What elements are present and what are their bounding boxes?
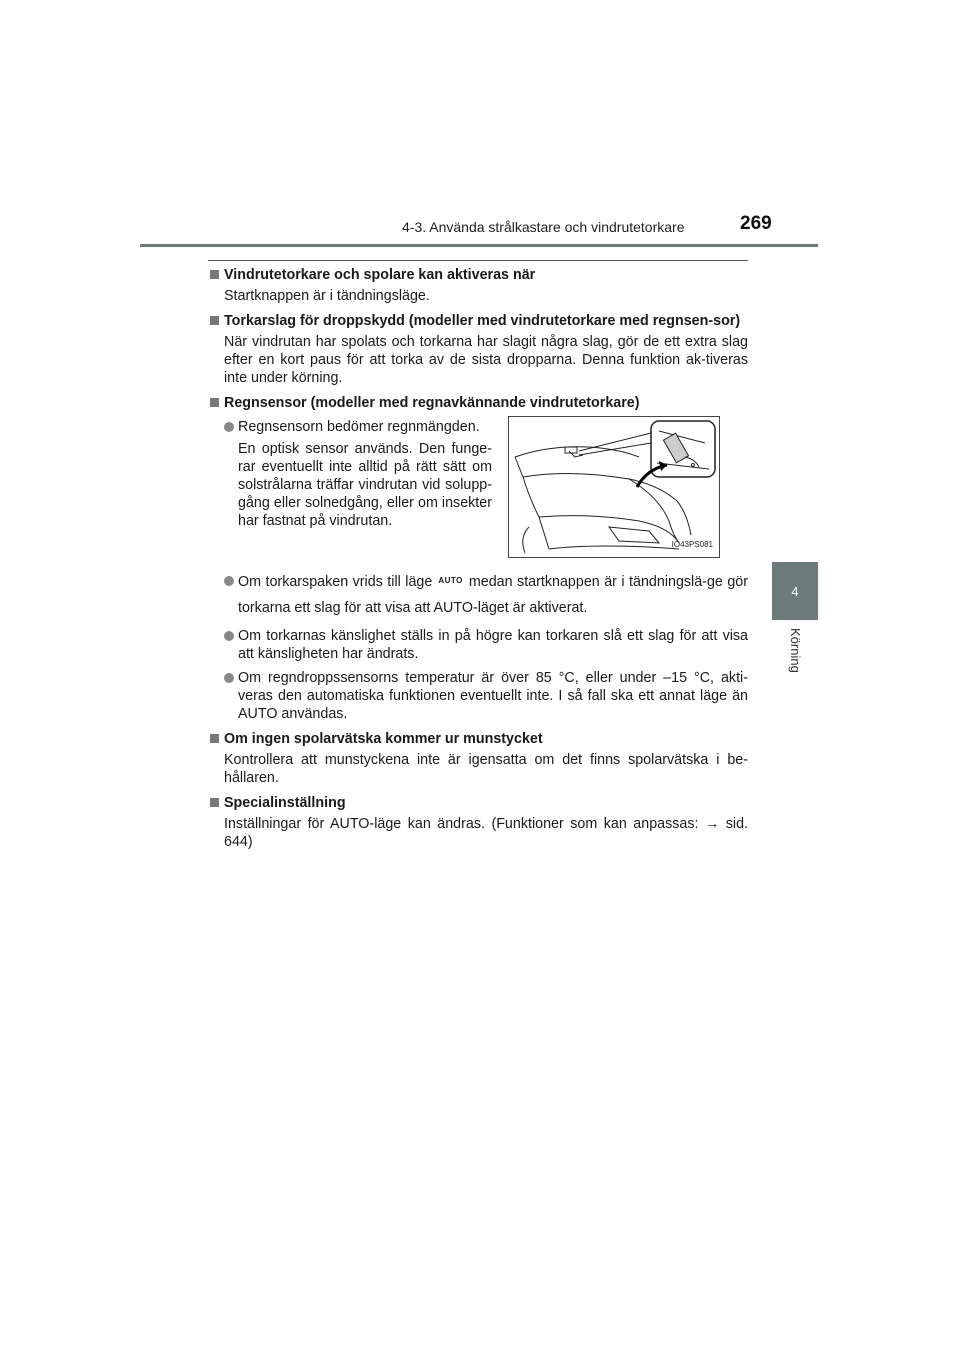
auto-mode-icon: AUTO xyxy=(438,576,463,585)
list-item: Om torkarnas känslighet ställs in på högre kan torkaren slå ett slag för att visa att känsligheten har ändrats. xyxy=(210,627,748,663)
figure-id: IO43PS081 xyxy=(671,540,713,549)
section-heading: Regnsensor (modeller med regnavkännande vindrutetorkare) xyxy=(210,394,748,412)
section-text: Startknappen är i tändningsläge. xyxy=(224,288,430,304)
section-text: Kontrollera att munstyckena inte är igensatta om det finns spolarvätska i be-hållaren. xyxy=(224,752,748,786)
square-bullet-icon xyxy=(210,734,219,743)
section-heading: Torkarslag för droppskydd (modeller med vindrutetorkare med regnsen-sor) xyxy=(210,312,748,330)
round-bullet-icon xyxy=(224,631,234,641)
round-bullet-icon xyxy=(224,576,234,586)
chapter-label: Körning xyxy=(788,628,803,673)
list-item: Om regndroppssensorns temperatur är över 85 °C, eller under –15 °C, akti-veras den automatiska funktionen eventuellt inte. I så fall ska ett annat läge än AUTO användas. xyxy=(210,669,748,723)
page-content xyxy=(210,266,748,851)
square-bullet-icon xyxy=(210,316,219,325)
section-heading: Vindrutetorkare och spolare kan aktiveras när xyxy=(210,266,748,284)
section-heading: Specialinställning xyxy=(210,794,748,812)
bullet-detail: En optisk sensor används. Den funge-rar eventuellt inte alltid på rätt sätt om solstrålarna träffar vindrutan vid solupp-gång eller solnedgång, eller om insekter har fastnat på vindrutan. xyxy=(238,441,492,529)
square-bullet-icon xyxy=(210,398,219,407)
section-heading: Om ingen spolarvätska kommer ur munstycket xyxy=(210,730,748,748)
section-text: När vindrutan har spolats och torkarna har slagit några slag, gör de ett extra slag efter en kort paus för att torka av de sista dropparna. Denna funktion ak-tiveras inte under körning. xyxy=(224,334,748,386)
section-text: Inställningar för AUTO-läge kan ändras. (Funktioner som kan anpassas: → sid. 644) xyxy=(224,816,748,850)
rain-sensor-illustration xyxy=(508,416,720,558)
list-item: Om torkarspaken vrids till läge AUTO medan startknappen är i tändningslä-ge gör torkarna ett slag för att visa att AUTO-läget är aktiverat. xyxy=(210,568,748,621)
header-rule xyxy=(140,244,818,247)
rain-sensor-block xyxy=(210,412,748,558)
chapter-tab: 4 xyxy=(772,562,818,620)
square-bullet-icon xyxy=(210,798,219,807)
running-header: 4-3. Använda strålkastare och vindrutetorkare xyxy=(402,219,685,235)
content-rule xyxy=(208,260,748,261)
round-bullet-icon xyxy=(224,673,234,683)
page-number: 269 xyxy=(740,213,772,234)
square-bullet-icon xyxy=(210,270,219,279)
list-item: Regnsensorn bedömer regnmängden. xyxy=(210,418,492,436)
round-bullet-icon xyxy=(224,422,234,432)
